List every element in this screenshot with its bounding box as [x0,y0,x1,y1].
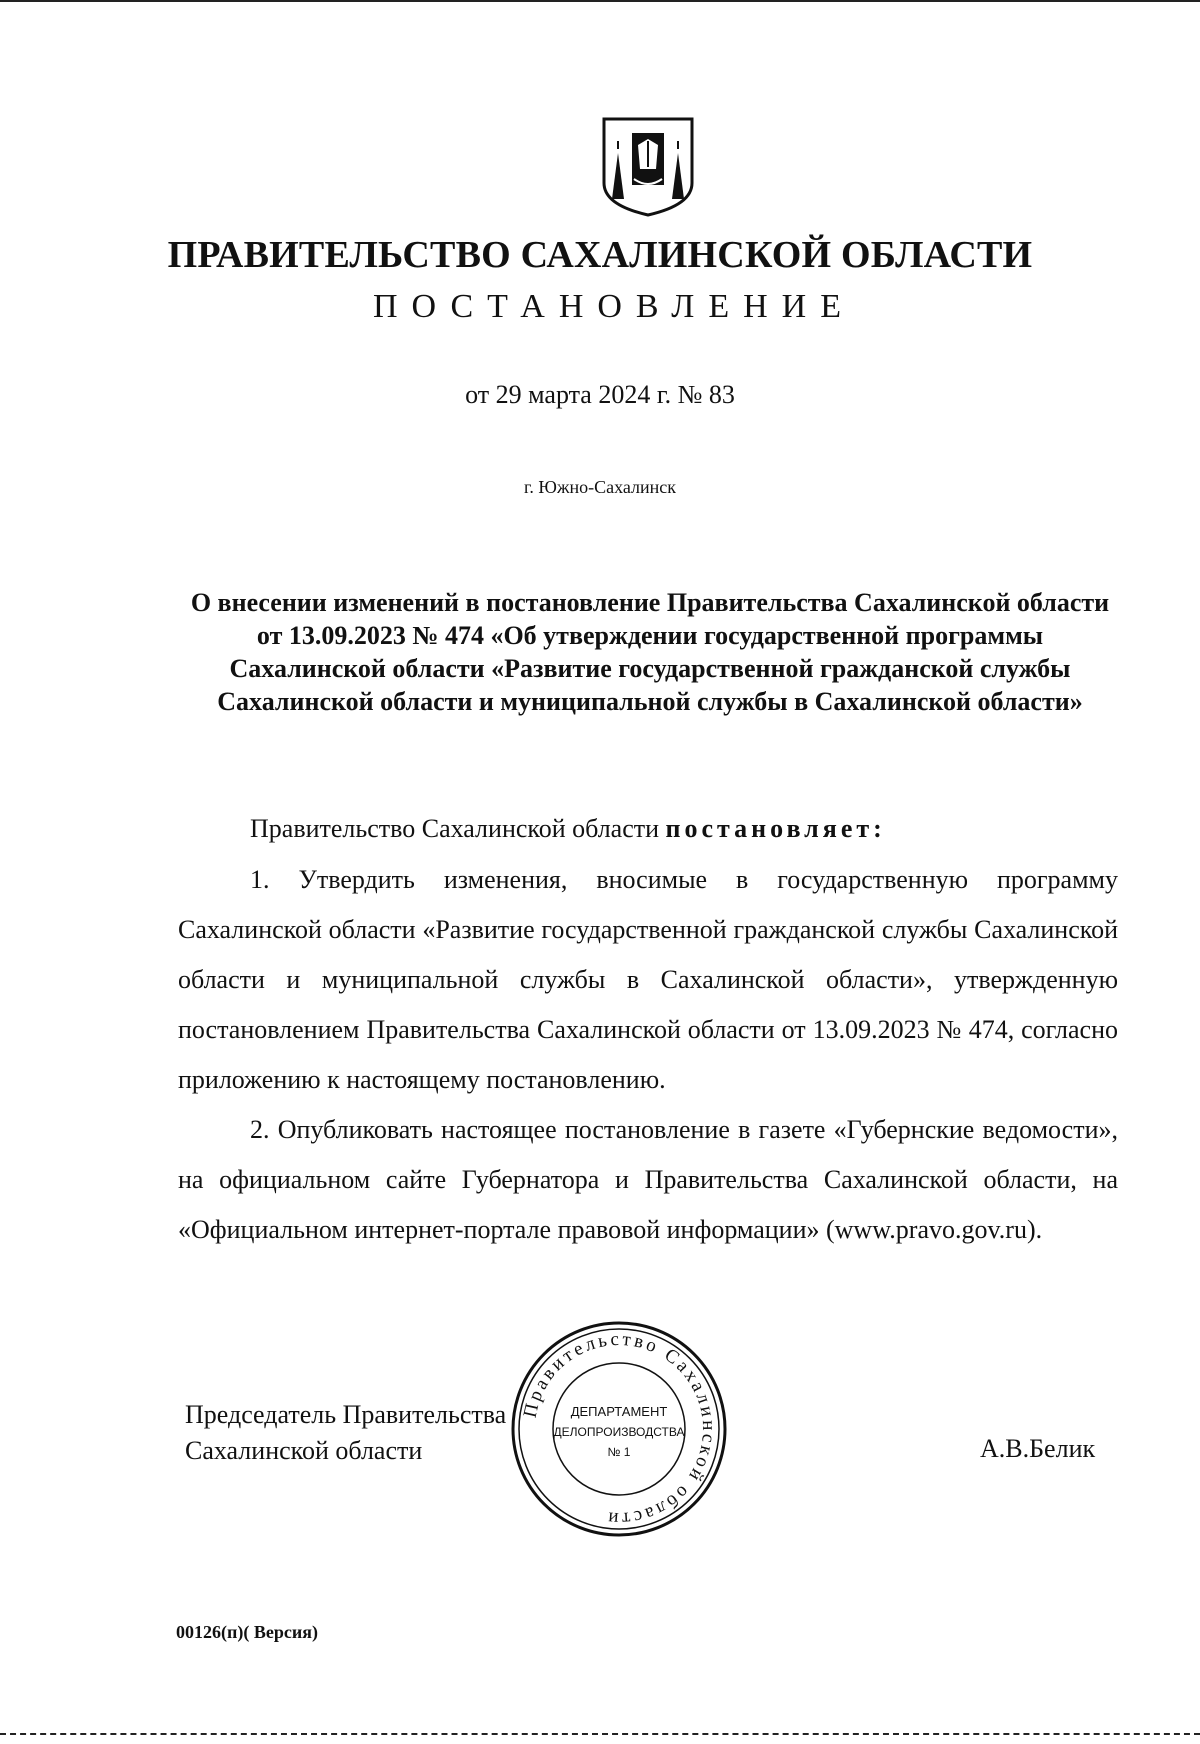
stamp-inner-line-1: ДЕПАРТАМЕНТ [570,1404,668,1419]
bottom-border-line [0,1733,1200,1738]
top-border-line [0,0,1200,5]
signatory-position [185,1397,506,1469]
footer-code: 00126(п)( Версия) [176,1622,318,1642]
coat-of-arms-icon [598,113,698,217]
document-city: г. Южно-Сахалинск [523,477,677,497]
signatory-name: А.В.Белик [980,1434,1096,1463]
paragraph-2: 2. Опубликовать настоящее постановление в газете «Губернские ведомости», на официальном сайте Губернатора и Правительства Сахалинской области, на «Официальном интернет-портале правовой информации» (www.pravo.gov.ru). [178,1115,1118,1244]
document-date-number: от 29 марта 2024 г. № 83 [465,380,735,409]
official-seal-icon [508,1318,730,1540]
document-subject: О внесении изменений в постановление Правительства Сахалинской области от 13.09.2023 № 474 «Об утверждении государственной программы Сахалинской области «Развитие государственной гражданской службы Сахалинской области и муниципальной службы в Сахалинской области» [190,588,1110,716]
lead-text: Правительство Сахалинской области [250,814,666,843]
lead-emphasis: постановляет: [665,814,886,843]
stamp-inner-line-2: ДЕЛОПРОИЗВОДСТВА [553,1425,685,1439]
stamp-inner-line-3: № 1 [607,1445,631,1459]
document-type: ПОСТАНОВЛЕНИЕ [372,288,856,325]
stamp-outer-text: Правительство Сахалинской области [519,1328,720,1530]
signatory-position-line-2: Сахалинской области [185,1436,423,1465]
resolution-lead [250,814,886,844]
signatory-position-line-1: Председатель Правительства [185,1400,507,1429]
government-title: ПРАВИТЕЛЬСТВО САХАЛИНСКОЙ ОБЛАСТИ [167,234,1033,276]
paragraph-1: 1. Утвердить изменения, вносимые в государственную программу Сахалинской области «Развитие государственной гражданской службы Сахалинской области и муниципальной службы в Сахалинской области», утвержденную постановлением Правительства Сахалинской области от 13.09.2023 № 474, согласно приложению к настоящему постановлению. [178,865,1118,1094]
